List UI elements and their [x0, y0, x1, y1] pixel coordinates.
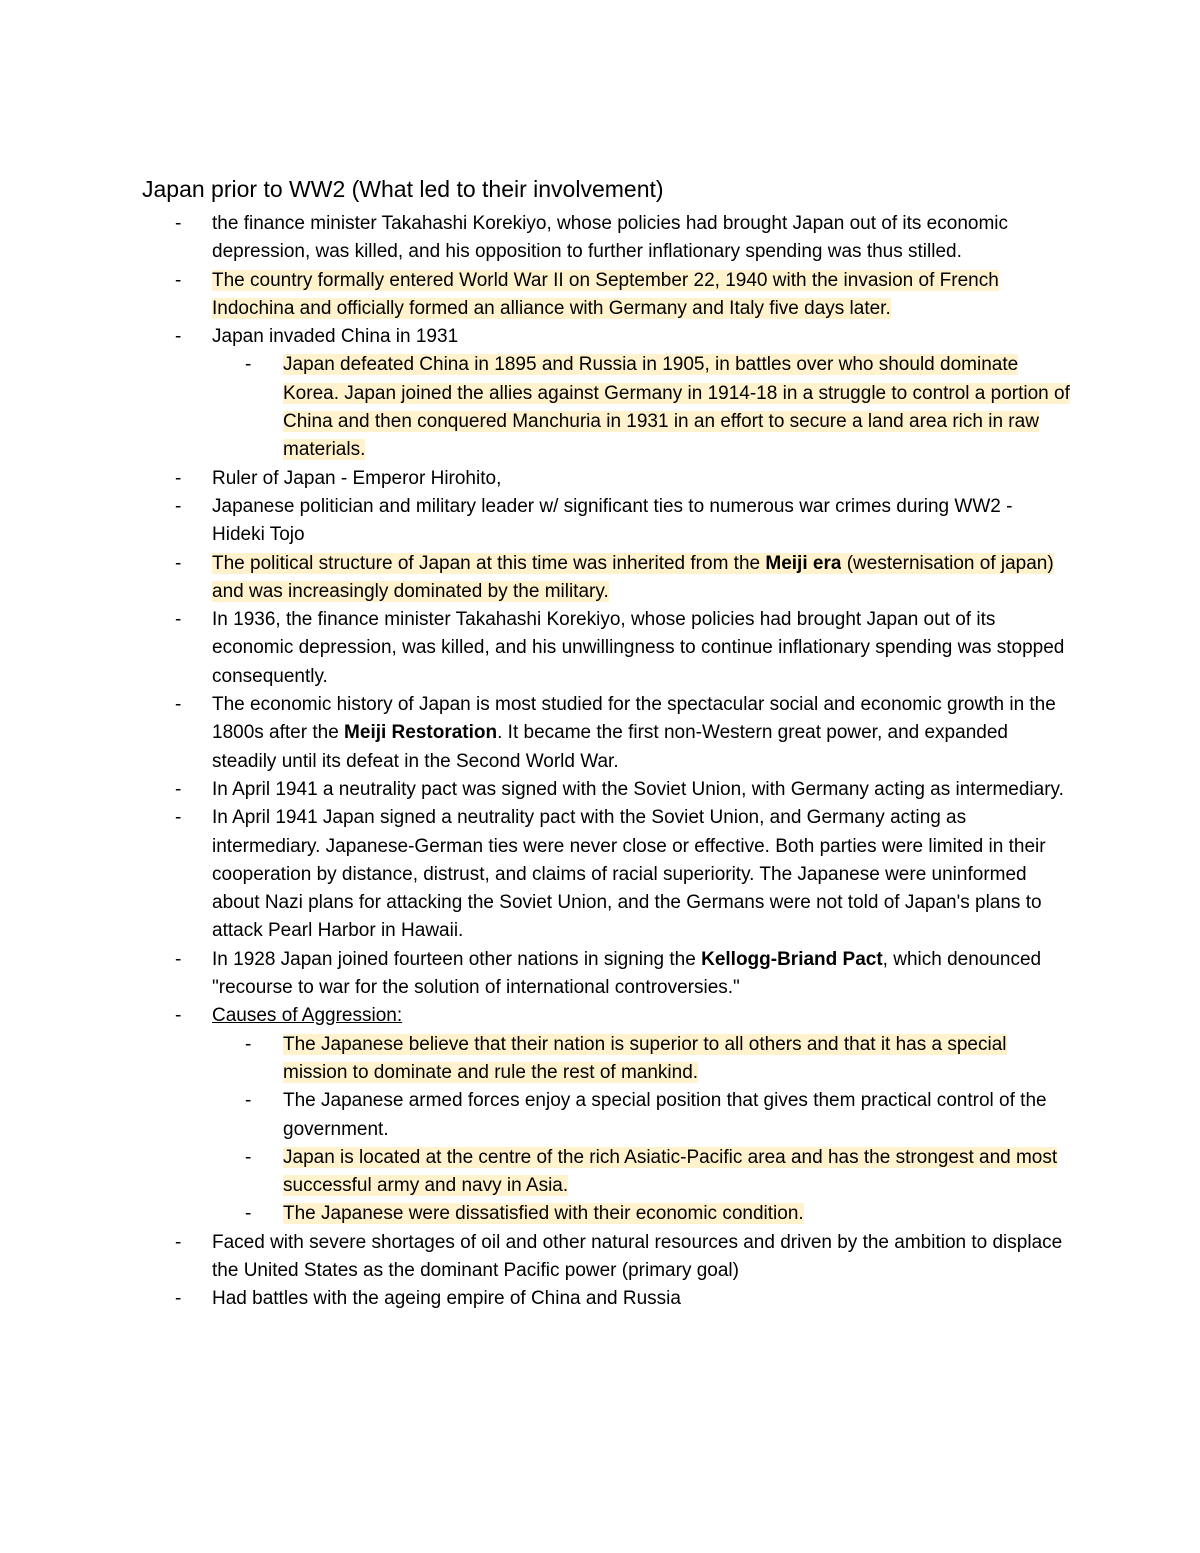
item-text: The Japanese believe that their nation is superior to all others and that it has a special mission to dominate and rule the rest of mankind.	[283, 1033, 1007, 1083]
item-text: Had battles with the ageing empire of China and Russia	[212, 1288, 681, 1310]
item-text: Japan invaded China in 1931	[212, 326, 459, 348]
bullet-dash: -	[175, 467, 182, 489]
item-text: The Japanese armed forces enjoy a special position that gives them practical control of the government.	[283, 1090, 1047, 1140]
list-item	[142, 606, 1070, 691]
list-item	[142, 267, 1070, 324]
item-text: The country formally entered World War II on September 22, 1940 with the invasion of French Indochina and officially formed an alliance with Germany and Italy five days later.	[212, 269, 999, 319]
item-text: Japan defeated China in 1895 and Russia in 1905, in battles over who should dominate Korea. Japan joined the allies against Germany in 1914-18 in a struggle to control a portion of China and then conquered Manchuria in 1931 in an effort to secure a land area rich in raw materials.	[283, 354, 1070, 461]
item-text: The political structure of Japan at this time was inherited from the	[212, 552, 766, 574]
list-item	[142, 323, 1070, 351]
bullet-dash: -	[175, 213, 182, 234]
bullet-dash: -	[245, 354, 252, 376]
bullet-dash: -	[175, 552, 182, 574]
sub-list-item	[142, 1087, 1070, 1144]
sub-list-item	[142, 1031, 1070, 1088]
item-text: In April 1941 Japan signed a neutrality pact with the Soviet Union, and Germany acting as intermediary. Japanese-German ties were never close or effective. Both parties were limited in their cooperation by distance, distrust, and claims of racial superiority. The Japanese were uninformed about Nazi plans for attacking the Soviet Union, and the Germans were not told of Japan's plans to attack Pearl Harbor in Hawaii.	[212, 807, 1046, 942]
item-text: The Japanese were dissatisfied with their economic condition.	[283, 1203, 804, 1225]
bullet-dash: -	[175, 269, 182, 291]
list-item	[142, 465, 1070, 493]
bullet-dash: -	[175, 948, 182, 970]
bold-term: Kellogg-Briand Pact	[701, 948, 883, 970]
list-item	[142, 1229, 1070, 1286]
list-item	[142, 804, 1070, 945]
list-item	[142, 946, 1070, 1003]
item-text: , which denounced "recourse to war for the solution of international controversies."	[212, 948, 1042, 999]
bullet-dash: -	[245, 1203, 252, 1225]
bullet-dash: -	[245, 1146, 252, 1168]
bold-term: Meiji era	[765, 552, 842, 574]
list-item	[142, 493, 1070, 550]
sub-list-item	[142, 1200, 1070, 1228]
bold-term: Meiji Restoration	[344, 722, 498, 744]
item-text: In 1936, the finance minister Takahashi Korekiyo, whose policies had brought Japan out of its economic depression, was killed, and his unwillingness to continue inflationary spending was stopped consequently.	[212, 609, 1065, 687]
list-item	[142, 210, 1070, 267]
bullet-dash: -	[245, 1090, 252, 1112]
bullet-dash: -	[175, 778, 182, 800]
sub-list-item	[142, 351, 1070, 464]
item-text: the finance minister Takahashi Korekiyo, whose policies had brought Japan out of its economic depression, was killed, and his opposition to further inflationary spending was thus stilled.	[212, 213, 1008, 263]
bullet-list	[142, 210, 1070, 1314]
item-text: Faced with severe shortages of oil and other natural resources and driven by the ambition to displace the United States as the dominant Pacific power (primary goal)	[212, 1231, 1063, 1281]
sub-list-item	[142, 1144, 1070, 1201]
section-label: Causes of Aggression:	[212, 1005, 403, 1027]
item-text: In April 1941 a neutrality pact was signed with the Soviet Union, with Germany acting as intermediary.	[212, 778, 1064, 800]
list-item	[142, 1002, 1070, 1030]
list-item	[142, 776, 1070, 804]
item-text: . It became the first non-Western great power, and expanded steadily until its defeat in the Second World War.	[212, 722, 1008, 772]
document-title: Japan prior to WW2 (What led to their involvement)	[142, 176, 664, 202]
bullet-dash: -	[175, 694, 182, 716]
item-text: Japan is located at the centre of the rich Asiatic-Pacific area and has the strongest and most successful army and navy in Asia.	[283, 1146, 1058, 1197]
bullet-dash: -	[175, 1231, 182, 1253]
item-text: (westernisation of japan) and was increasingly dominated by the military.	[212, 552, 1054, 602]
bullet-dash: -	[175, 1288, 182, 1310]
item-text: Japanese politician and military leader w/ significant ties to numerous war crimes during WW2 - Hideki Tojo	[212, 495, 1013, 546]
item-text: In 1928 Japan joined fourteen other nations in signing the	[212, 948, 702, 970]
item-text: The economic history of Japan is most studied for the spectacular social and economic growth in the 1800s after the	[212, 694, 1056, 744]
bullet-dash: -	[175, 609, 182, 631]
bullet-dash: -	[245, 1033, 252, 1055]
bullet-dash: -	[175, 326, 182, 348]
list-item	[142, 691, 1070, 776]
item-text: Ruler of Japan - Emperor Hirohito,	[212, 467, 502, 489]
bullet-dash: -	[175, 807, 182, 829]
bullet-dash: -	[175, 495, 182, 517]
list-item	[142, 550, 1070, 607]
list-item	[142, 1285, 1070, 1313]
bullet-dash: -	[175, 1005, 182, 1027]
